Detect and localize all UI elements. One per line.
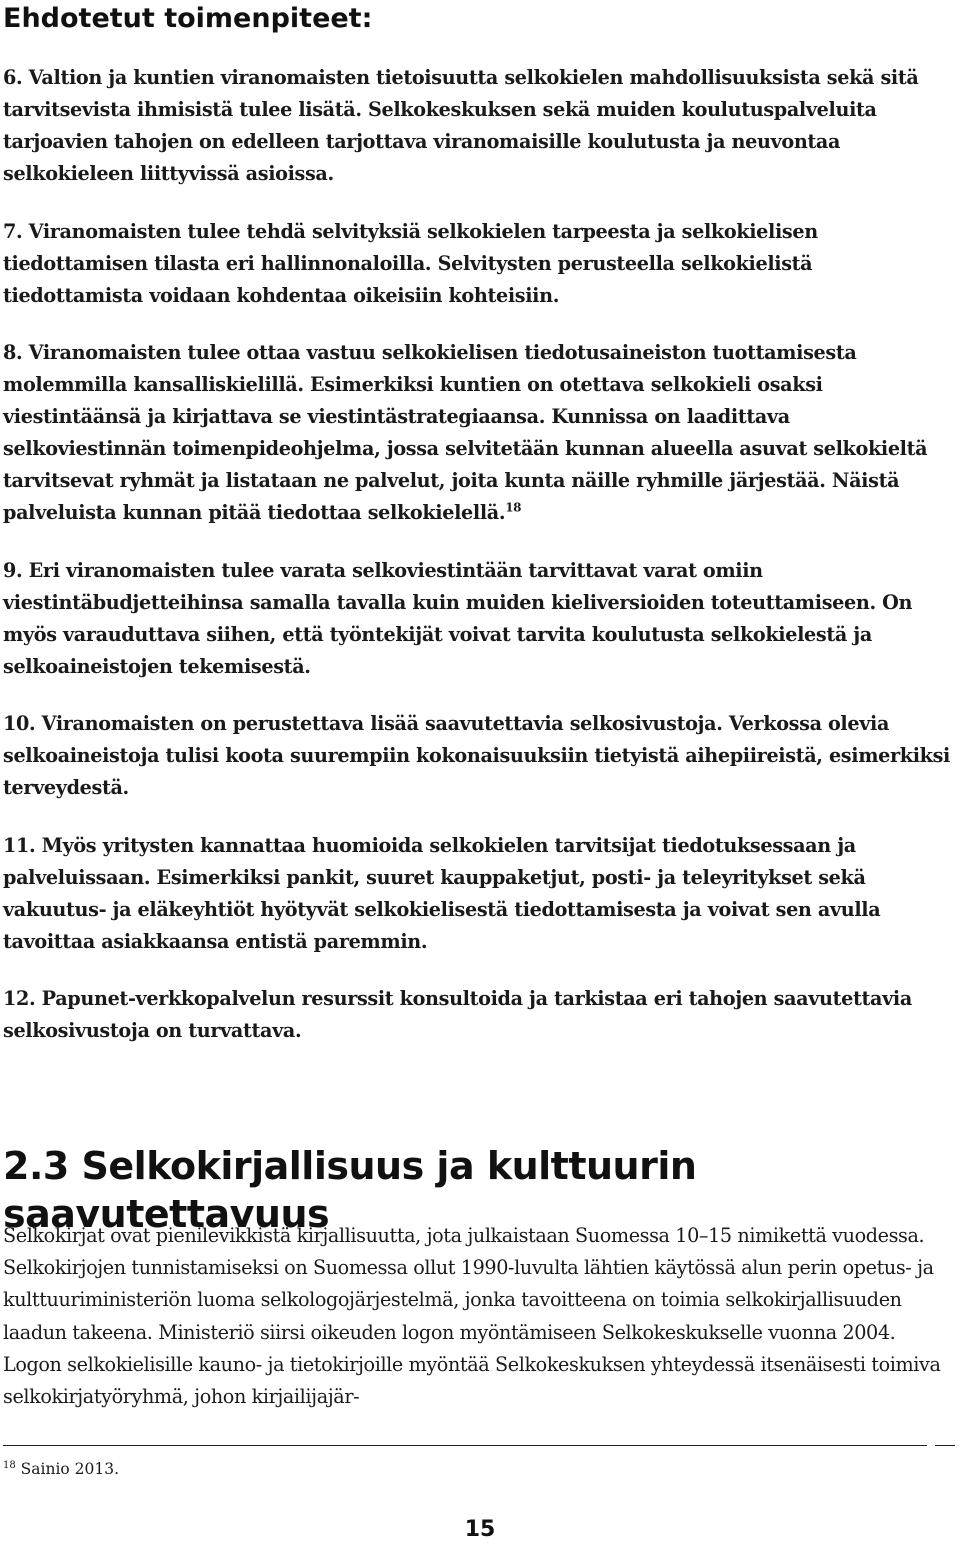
recommendation-text: 6. Valtion ja kuntien viranomaisten tietoisuutta selkokielen mahdollisuuksista sekä sitä tarvitsevista ihmisistä tulee lisätä. Selkokeskuksen sekä muiden koulutuspalveluita tarjoavien tahojen on edelleen tarjottava viranomaisille koulutusta ja neuvontaa selkokieleen liittyvissä asioissa. xyxy=(3,66,919,185)
recommendation-item xyxy=(3,983,953,1047)
recommendation-item xyxy=(3,708,953,804)
section-heading: 2.3 Selkokirjallisuus ja kulttuurin saavutettavuus xyxy=(3,1144,697,1236)
footnote xyxy=(3,1458,119,1480)
recommendation-text: 9. Eri viranomaisten tulee varata selkoviestintään tarvittavat varat omiin viestintäbudjetteihinsa samalla tavalla kuin muiden kieliversioiden toteuttamiseen. On myös varauduttava siihen, että työntekijät voivat tarvita koulutusta selkokielestä ja selkoaineistojen tekemisestä. xyxy=(3,558,913,678)
footnote-divider-end xyxy=(935,1445,955,1446)
recommendation-item xyxy=(3,555,953,683)
recommendation-text: 7. Viranomaisten tulee tehdä selvityksiä selkokielen tarpeesta ja selkokielisen tiedottamisen tilasta eri hallinnonaloilla. Selvitysten perusteella selkokielistä tiedottamista voidaan kohdentaa oikeisiin kohteisiin. xyxy=(3,219,818,307)
recommendation-item xyxy=(3,216,953,312)
section-paragraph: Selkokirjat ovat pienilevikkistä kirjallisuutta, jota julkaistaan Suomessa 10–15 nimikettä vuodessa. Selkokirjojen tunnistamiseksi on Suomessa ollut 1990-luvulta lähtien käytössä alun perin opetus- ja kulttuuriministeriön luoma selkologojärjestelmä, jonka tavoitteena on toimia selkokirjallisuuden laadun takeena. Ministeriö siirsi oikeuden logon myöntämiseen Selkokeskukselle vuonna 2004. Logon selkokielisille kauno- ja tietokirjoille myöntää Selkokeskuksen yhteydessä itsenäisesti toimiva selkokirjatyöryhmä, johon kirjailijajär- xyxy=(3,1224,941,1409)
footnote-reference[interactable]: 18 xyxy=(505,500,522,515)
recommendation-text: 10. Viranomaisten on perustettava lisää saavutettavia selkosivustoja. Verkossa olevia selkoaineistoja tulisi koota suurempiin kokonaisuuksiin tietyistä aihepiireistä, esimerkiksi terveydestä. xyxy=(3,712,950,799)
recommendation-text: 12. Papunet-verkkopalvelun resurssit konsultoida ja tarkistaa eri tahojen saavutettavia selkosivustoja on turvattava. xyxy=(3,987,912,1042)
footnote-divider xyxy=(3,1445,927,1446)
footnote-number: 18 xyxy=(3,1459,16,1471)
footnote-text: Sainio 2013. xyxy=(20,1460,120,1478)
recommendation-list xyxy=(3,62,953,1073)
recommendation-item xyxy=(3,62,953,190)
page-number: 15 xyxy=(464,1517,496,1542)
recommendations-heading: Ehdotetut toimenpiteet: xyxy=(3,3,373,34)
recommendation-item xyxy=(3,337,953,529)
recommendation-text: 8. Viranomaisten tulee ottaa vastuu selkokielisen tiedotusaineiston tuottamisesta molemmilla kansalliskielillä. Esimerkiksi kuntien on otettava selkokieli osaksi viestintäänsä ja kirjattava se viestintästrategiaansa. Kunnissa on laadittava selkoviestinnän toimenpideohjelma, jossa selvitetään kunnan alueella asuvat selkokieltä tarvitsevat ryhmät ja listataan ne palvelut, joita kunta näille ryhmille järjestää. Näistä palveluista kunnan pitää tiedottaa selkokielellä. xyxy=(3,341,928,524)
recommendation-item xyxy=(3,830,953,958)
recommendation-text: 11. Myös yritysten kannattaa huomioida selkokielen tarvitsijat tiedotuksessaan ja palveluissaan. Esimerkiksi pankit, suuret kauppaketjut, posti- ja teleyritykset sekä vakuutus- ja eläkeyhtiöt hyötyvät selkokielisestä tiedottamisesta ja voivat sen avulla tavoittaa asiakkaansa entistä paremmin. xyxy=(3,833,881,953)
